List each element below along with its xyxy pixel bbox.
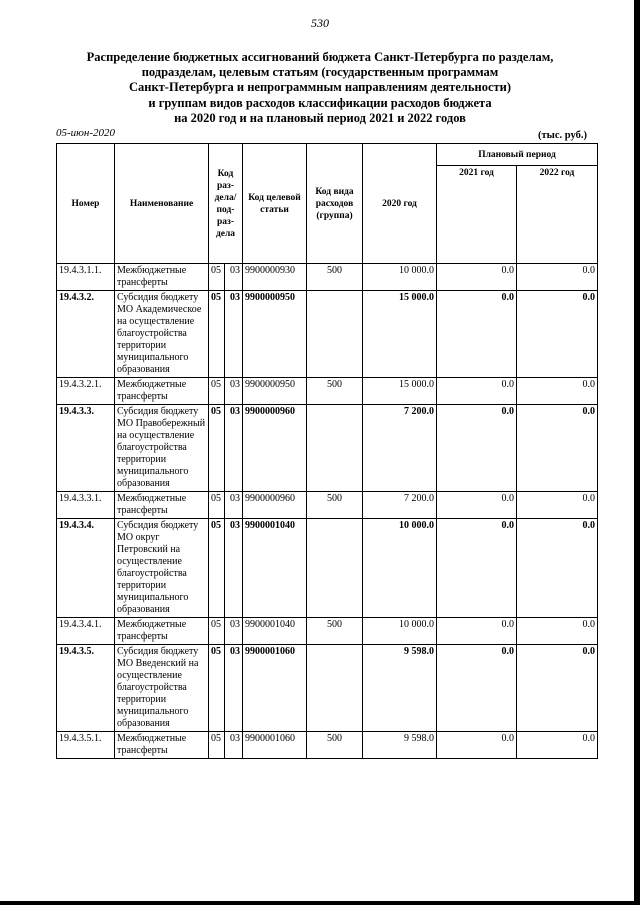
row-number: 19.4.3.4. [57,519,115,618]
row-2021: 0.0 [437,291,517,378]
row-2020: 15 000.0 [363,378,437,405]
row-2022: 0.0 [517,291,598,378]
row-2021: 0.0 [437,618,517,645]
row-section: 05 [209,291,225,378]
title-line: на 2020 год и на плановый период 2021 и 2022 годов [174,110,466,125]
row-target-code: 9900001060 [243,732,307,759]
row-subsection: 03 [225,291,243,378]
row-2021: 0.0 [437,519,517,618]
header-number: Номер [57,144,115,264]
title-line: Распределение бюджетных ассигнований бюджета Санкт-Петербурга по разделам, [86,50,554,64]
table-row [57,492,598,519]
row-target-code: 9900000930 [243,264,307,291]
row-subsection: 03 [225,645,243,732]
header-2021: 2021 год [437,166,517,264]
row-section: 05 [209,378,225,405]
table-row [57,291,598,378]
row-name: Субсидия бюджету МО округ Петровский на осуществление благоустройства территории муниципального образования [115,519,209,618]
row-subsection: 03 [225,264,243,291]
row-target-code: 9900000960 [243,492,307,519]
header-2020: 2020 год [363,144,437,264]
document-date: 05-июн-2020 [56,127,116,139]
row-subsection: 03 [225,492,243,519]
row-number: 19.4.3.5. [57,645,115,732]
row-2020: 7 200.0 [363,405,437,492]
table-row [57,618,598,645]
row-target-code: 9900000950 [243,291,307,378]
title-line: подразделам, целевым статьям (государственным программам [141,65,499,80]
row-2020: 10 000.0 [363,264,437,291]
row-expense-code [307,405,363,492]
row-target-code: 9900000950 [243,378,307,405]
row-section: 05 [209,732,225,759]
row-name: Субсидия бюджету МО Введенский на осуществление благоустройства территории муниципального образования [115,645,209,732]
scan-border-right [634,0,640,905]
header-2022: 2022 год [517,166,598,264]
row-target-code: 9900000960 [243,405,307,492]
table-row [57,732,598,759]
row-2022: 0.0 [517,405,598,492]
row-2020: 7 200.0 [363,492,437,519]
row-expense-code: 500 [307,492,363,519]
row-number: 19.4.3.2. [57,291,115,378]
header-plan-period: Плановый период [437,144,598,166]
row-target-code: 9900001060 [243,645,307,732]
row-number: 19.4.3.5.1. [57,732,115,759]
header-expense-code: Код вида расходов (группа) [307,144,363,264]
row-subsection: 03 [225,732,243,759]
table-row [57,645,598,732]
row-name: Межбюджетные трансферты [115,378,209,405]
row-expense-code: 500 [307,378,363,405]
title-line: и группам видов расходов классификации расходов бюджета [148,95,492,110]
table-row [57,264,598,291]
row-target-code: 9900001040 [243,519,307,618]
row-subsection: 03 [225,519,243,618]
header-section-code: Код раз- дела/ под- раз- дела [209,144,243,264]
scan-border-bottom [0,901,640,905]
row-2022: 0.0 [517,492,598,519]
row-2022: 0.0 [517,645,598,732]
row-section: 05 [209,264,225,291]
row-expense-code [307,645,363,732]
row-2021: 0.0 [437,405,517,492]
row-name: Субсидия бюджету МО Правобережный на осуществление благоустройства территории муниципального образования [115,405,209,492]
row-subsection: 03 [225,618,243,645]
row-number: 19.4.3.2.1. [57,378,115,405]
row-2020: 9 598.0 [363,732,437,759]
row-2020: 10 000.0 [363,519,437,618]
row-2021: 0.0 [437,732,517,759]
row-section: 05 [209,519,225,618]
table-row [57,405,598,492]
table-body [57,264,598,759]
row-expense-code [307,519,363,618]
row-2022: 0.0 [517,519,598,618]
row-2021: 0.0 [437,264,517,291]
row-name: Субсидия бюджету МО Академическое на осуществление благоустройства территории муниципального образования [115,291,209,378]
row-2021: 0.0 [437,378,517,405]
document-title [40,50,600,126]
row-section: 05 [209,645,225,732]
title-line: Санкт-Петербурга и непрограммным направлениям деятельности) [128,80,511,95]
table-row [57,519,598,618]
header-name: Наименование [115,144,209,264]
row-2022: 0.0 [517,378,598,405]
row-number: 19.4.3.3.1. [57,492,115,519]
row-2022: 0.0 [517,732,598,759]
row-target-code: 9900001040 [243,618,307,645]
row-expense-code [307,291,363,378]
header-target-code: Код целевой статьи [243,144,307,264]
row-expense-code: 500 [307,264,363,291]
row-section: 05 [209,405,225,492]
row-2020: 15 000.0 [363,291,437,378]
row-subsection: 03 [225,405,243,492]
table-row [57,378,598,405]
row-name: Межбюджетные трансферты [115,264,209,291]
row-name: Межбюджетные трансферты [115,732,209,759]
budget-table [56,143,598,759]
units-label: (тыс. руб.) [538,130,587,141]
row-2021: 0.0 [437,645,517,732]
row-section: 05 [209,618,225,645]
row-name: Межбюджетные трансферты [115,492,209,519]
row-2021: 0.0 [437,492,517,519]
row-name: Межбюджетные трансферты [115,618,209,645]
row-2022: 0.0 [517,264,598,291]
row-section: 05 [209,492,225,519]
row-2020: 9 598.0 [363,645,437,732]
row-number: 19.4.3.4.1. [57,618,115,645]
row-subsection: 03 [225,378,243,405]
page-number: 530 [311,16,329,30]
row-expense-code: 500 [307,618,363,645]
row-2020: 10 000.0 [363,618,437,645]
row-number: 19.4.3.1.1. [57,264,115,291]
row-2022: 0.0 [517,618,598,645]
row-expense-code: 500 [307,732,363,759]
row-number: 19.4.3.3. [57,405,115,492]
